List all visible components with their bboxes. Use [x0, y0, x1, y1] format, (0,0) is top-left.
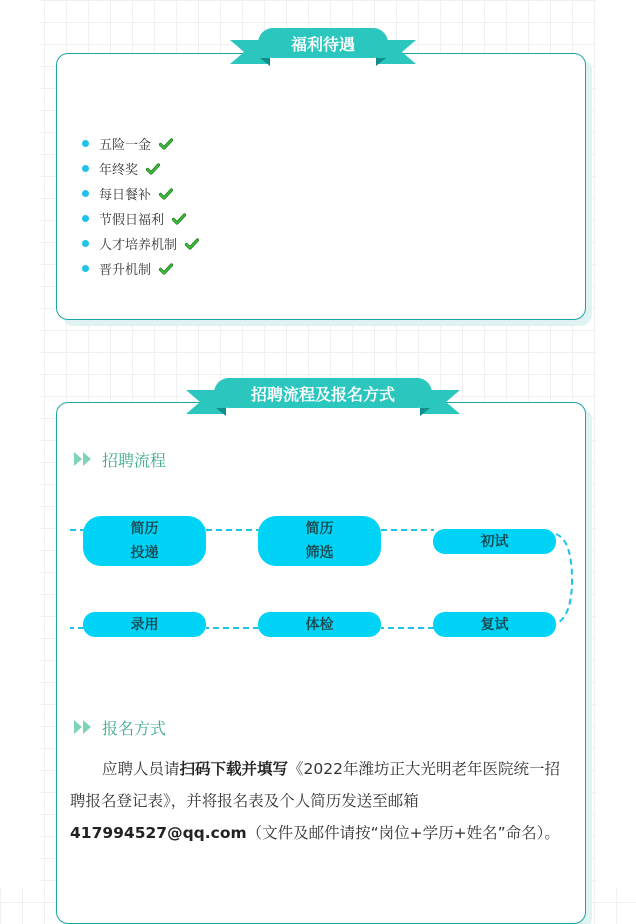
apply-instructions: 应聘人员请扫码下载并填写《2022年潍坊正大光明老年医院统一招聘报名登记表》，并将报名表及个人简历发送至邮箱417994527@qq.com（文件及邮件请按“岗位+学历+姓名”命名）。 [70, 760, 560, 842]
step-first-interview: 初试 [433, 529, 556, 554]
step-resume-screening: 简历 筛选 [258, 516, 381, 566]
step-second-interview: 复试 [433, 612, 556, 637]
process-heading: 招聘流程 [74, 449, 166, 469]
list-item: 年终奖 [82, 156, 199, 181]
list-item: 节假日福利 [82, 206, 199, 231]
step-resume-submit: 简历 投递 [83, 516, 206, 566]
step-hired: 录用 [83, 612, 206, 637]
recruitment-title: 招聘流程及报名方式 [214, 378, 432, 408]
list-item: 每日餐补 [82, 181, 199, 206]
email-address[interactable]: 417994527@qq.com [70, 824, 247, 842]
list-item: 人才培养机制 [82, 231, 199, 256]
list-item: 五险一金 [82, 131, 199, 156]
step-medical-exam: 体检 [258, 612, 381, 637]
double-arrow-icon [74, 720, 92, 734]
list-item: 晋升机制 [82, 256, 199, 281]
apply-heading: 报名方式 [74, 717, 166, 737]
benefits-title: 福利待遇 [258, 28, 388, 58]
